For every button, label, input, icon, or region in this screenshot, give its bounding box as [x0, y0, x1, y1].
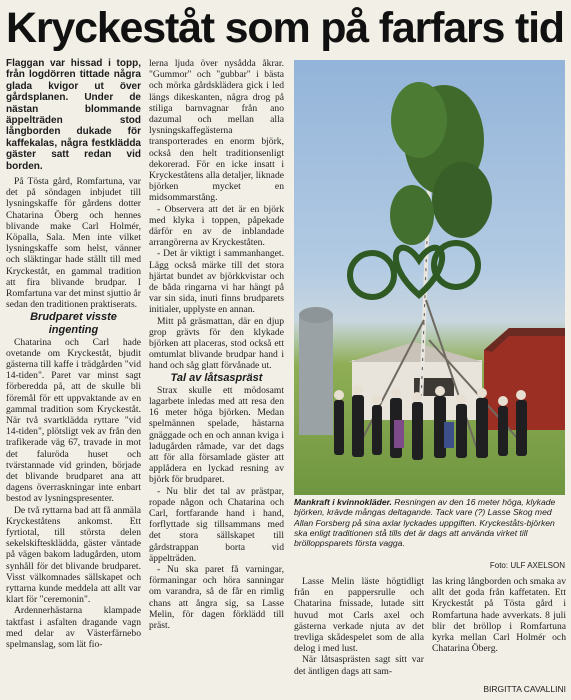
- article-column-2: [149, 58, 284, 694]
- article-column-4: [432, 576, 566, 694]
- caption-text: Resningen av den 16 meter höga, klykade björken, krävde mångas deltagande. Tack vare (?) Lasse Skog med Allan Forsberg på sina axlar lyckades uppgiften. Kryckeståts-björken ska enligt traditionen stå tills det är dags att använda virket till brölloppsparets första vagga.: [294, 497, 556, 549]
- caption-title: Mankraft i kvinnokläder.: [294, 497, 392, 507]
- maypole-birch-photo: [294, 60, 565, 495]
- ring-wreath-left: [350, 253, 394, 297]
- body-paragraph: Mitt på gräsmattan, där en djup grop grävts för den klykade björken att placeras, stod också ett omtumlat blivande brudpar hand i hand och såg glatt förvånade ut.: [149, 315, 284, 372]
- body-paragraph: Lasse Melin läste högtidligt från en pappersrulle och Chatarina fnissade, lutade sitt huvud mot Carls axel och gästerna verkade njuta av det trevliga skådespelet som de alla delog i med lust.: [294, 576, 424, 655]
- body-paragraph: - Nu ska paret få varningar, förmaningar och höra sanningar om varandra, så de får en rimlig chans att ångra sig, sa Lasse Melin, för dagen förklädd till präst.: [149, 563, 284, 631]
- body-paragraph: Strax skulle ett mödosamt lagarbete inledas med att resa den 16 meter höga björken. Medan spelmännen spelade, hästarna gnäggade och en och annan kviga i ladugården råmade, var det dags att för alla församlade gäster att applådera en lyckad resning av björk för brudparet.: [149, 384, 284, 486]
- body-paragraph: - Det är viktigt i sammanhanget. Lägg också märke till det stora hjärtat bundet av björkkvistar och de båda ringarna vi har hängt på var sin sida, inuti finns brudparets initialer, upplyste en annan.: [149, 248, 284, 316]
- article-column-1: [6, 58, 141, 694]
- body-paragraph: På Tösta gård, Romfartuna, var det på söndagen inbjudet till lysningskaffe för gårdens dotter Chatarina Öberg och hennes blivande make Carl Holmér, Köpalla, Sala. Men inte vilket lysningskaffe som helst, vänner och släktingar hade ställt till med Kryckeståt, en gammal tradition att fira blivande brudpar. I Romfartuna var det minst sjuttio år sedan den traditionen praktiserats.: [6, 176, 141, 311]
- photo-credit: Foto: ULF AXELSON: [489, 561, 565, 570]
- subheading: Tal av låtsaspräst: [170, 371, 263, 384]
- body-paragraph: Chatarina och Carl hade ovetande om Kryckeståt, bjudit gästerna till kaffe i trädgården "vid 14-tiden". Paret var minst sagt förberedda på, att de skulle bli föremål för ett uppvaktande av en gammal tradition som Kryckeståt. När två svartklädda ryttare "vid 14-tiden", plötsligt vek av från den trafikerade väg 67, travade in mot det faluröda huset och tvärstannade vid grinden, började det blivande brudparet ana att dagens överraskningar inte enbart bestod av lysningspresenter.: [6, 336, 141, 505]
- body-paragraph: las kring långborden och smaka av allt det goda från kaffetaten. Ett Kryckeståt på Tösta gård i Romfartuna hade avverkats. 8 juli blir det bröllop i Romfartuna kyrka mellan Carl Holmér och Chatarina Öberg.: [432, 576, 566, 655]
- body-paragraph: - Observera att det är en björk med klyka i toppen, påpekade därför en av de inblandade arrangörerna av Kryckeståten.: [149, 203, 284, 249]
- body-paragraph: lerna ljuda över nysådda åkrar. "Gummor" och "gubbar" i bästa och mörka gårdsklädera gick i led längs dikeskanten, några drog på stiliga barnvagnar från ano dazumal och mellan alla lysningskaffegästerna transporterades en enorm björk, också den helt traditionsenligt dekorerad. För en icke insatt i Kryckeståtens alla detaljer, liknade björken mycket en midsommarstång.: [149, 58, 284, 204]
- subheading: Brudparet visste ingenting: [30, 310, 117, 336]
- article-column-3: [294, 576, 424, 694]
- body-paragraph: När låtsasprästen sagt sitt var det äntligen dags att sam-: [294, 654, 424, 677]
- photo-caption: [294, 497, 565, 548]
- headline: Kryckeståt som på farfars tid: [6, 4, 564, 52]
- author-byline: BIRGITTA CAVALLINI: [483, 684, 566, 694]
- lead-paragraph: Flaggan var hissad i topp, från logdörren tittade några glada kvigor ut över gårdsplanen. Under de nästan blommande äppelträden stod långborden dukade för kaffekalas, några festklädda gäster satt redan vid borden.: [6, 58, 141, 172]
- silo: [299, 315, 333, 435]
- body-paragraph: - Nu blir det tal av prästpar, ropade någon och Chatarina och Carl, fortfarande hand i hand, forflyttade sig tillsammans med det stora sällskapet till gårdstrappan borta vid äppelträden.: [149, 485, 284, 564]
- body-paragraph: Ardennerhästarna klampade taktfast i asfalten dragande vagn med delar av Västerfärnebo spelmanslag, som lät fio-: [6, 605, 141, 650]
- body-paragraph: De två ryttarna bad att få anmäla Kryckeståtens ankomst. Ett fyrtiotal, till största delen sekelskiftesklädda, gäster väntade på vägen bakom ladugården, utom synhåll för det blivande brudparet. Visst välkomnades sällskapet och ryttarna kunde meddela att allt var klart för "ceremonin".: [6, 504, 141, 606]
- photo-illustration: [294, 60, 565, 495]
